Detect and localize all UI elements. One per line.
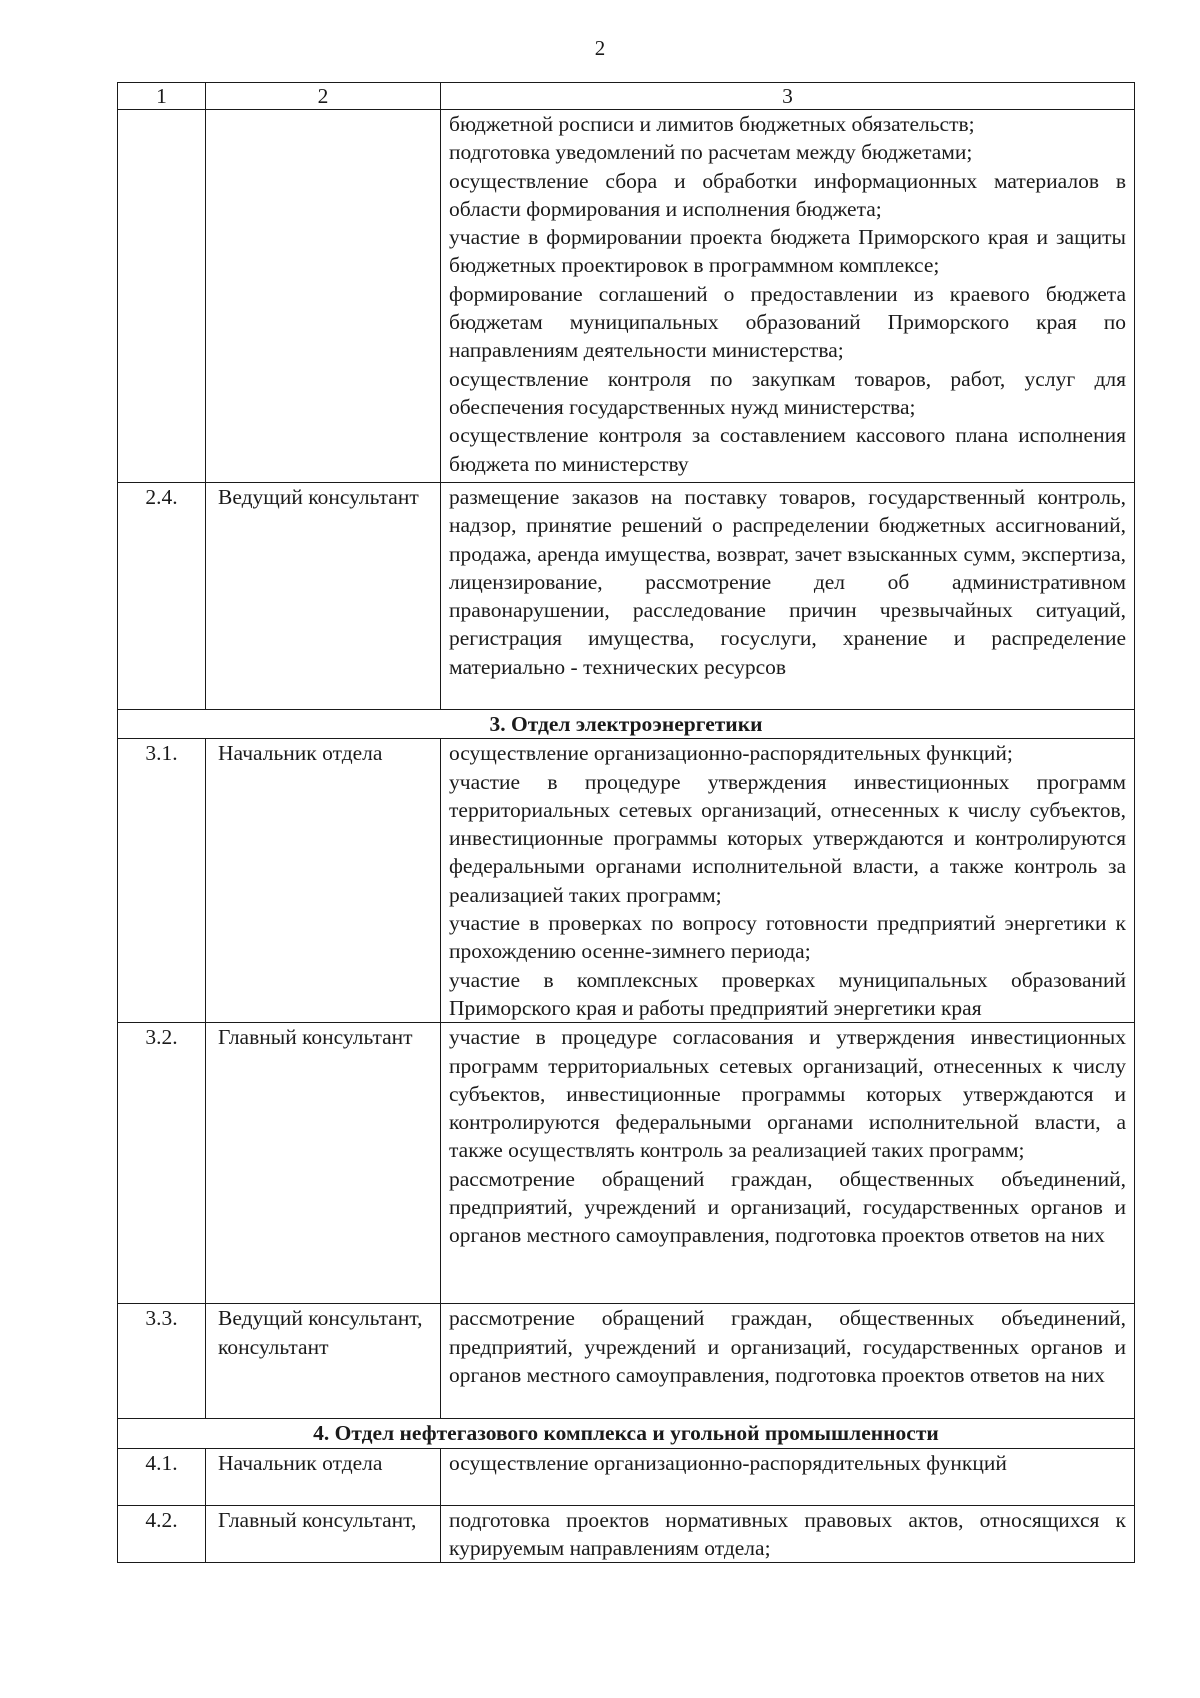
duty-text: участие в процедуре согласования и утверждения инвестиционных программ территориальных сетевых организаций, отнесенных к числу субъектов, инвестиционные программы которых утверждаются и контролируются федеральными органами исполнительной власти, а также осуществлять контроль за реализацией таких программ; xyxy=(449,1025,1126,1163)
section-title: 3. Отдел электроэнергетики xyxy=(118,710,1135,739)
duty-text: осуществление организационно-распорядительных функций xyxy=(449,1450,1007,1475)
duties-cell xyxy=(441,1023,1135,1304)
row-number: 3.3. xyxy=(118,1304,206,1419)
header-cell: 2 xyxy=(206,83,441,110)
table-row xyxy=(118,1448,1135,1505)
table-row xyxy=(118,1505,1135,1563)
duty-text: подготовка уведомлений по расчетам между бюджетами; xyxy=(449,140,973,165)
duty-text: осуществление сбора и обработки информационных материалов в области формирования и исполнения бюджета; xyxy=(449,168,1126,221)
duty-text: подготовка проектов нормативных правовых актов, относящихся к курируемым направлениям отдела; xyxy=(449,1507,1126,1560)
duty-text: участие в проверках по вопросу готовности предприятий энергетики к прохождению осенне-зимнего периода; xyxy=(449,911,1126,964)
duties-cell xyxy=(441,1505,1135,1563)
duty-text: осуществление контроля по закупкам товаров, работ, услуг для обеспечения государственных нужд министерства; xyxy=(449,366,1126,419)
position-cell: Начальник отдела xyxy=(206,1448,441,1505)
table-row xyxy=(118,483,1135,710)
duty-text: осуществление организационно-распорядительных функций; xyxy=(449,741,1013,766)
table-row xyxy=(118,110,1135,483)
table-row xyxy=(118,1304,1135,1419)
section-header-row xyxy=(118,1419,1135,1448)
row-number: 2.4. xyxy=(118,483,206,710)
row-number: 4.1. xyxy=(118,1448,206,1505)
row-number: 3.1. xyxy=(118,739,206,1023)
duties-cell xyxy=(441,1304,1135,1419)
duty-text: участие в процедуре утверждения инвестиционных программ территориальных сетевых организаций, отнесенных к числу субъектов, инвестиционные программы которых утверждаются и контролируются федеральными органами исполнительной власти, а также контроль за реализацией таких программ; xyxy=(449,769,1126,907)
duty-text: размещение заказов на поставку товаров, государственный контроль, надзор, принятие решений о распределении бюджетных ассигнований, продажа, аренда имущества, возврат, зачет взысканных сумм, экспертиза, лицензирование, рассмотрение дел об административном правонарушении, расследование причин чрезвычайных ситуаций, регистрация имущества, госуслуги, хранение и распределение материально - технических ресурсов xyxy=(449,485,1126,679)
duty-text: формирование соглашений о предоставлении из краевого бюджета бюджетам муниципальных образований Приморского края по направлениям деятельности министерства; xyxy=(449,281,1126,363)
duty-text: участие в формировании проекта бюджета Приморского края и защиты бюджетных проектировок в программном комплексе; xyxy=(449,225,1126,278)
duties-cell xyxy=(441,1448,1135,1505)
header-cell: 3 xyxy=(441,83,1135,110)
duties-table xyxy=(117,82,1135,1563)
position-cell: Ведущий консультант, консультант xyxy=(206,1304,441,1419)
row-number: 3.2. xyxy=(118,1023,206,1304)
row-number: 4.2. xyxy=(118,1505,206,1563)
row-number xyxy=(118,110,206,483)
section-header-row xyxy=(118,710,1135,739)
table-row xyxy=(118,1023,1135,1304)
duty-text: рассмотрение обращений граждан, общественных объединений, предприятий, учреждений и организаций, государственных органов и органов местного самоуправления, подготовка проектов ответов на них xyxy=(449,1306,1126,1387)
position-cell: Главный консультант xyxy=(206,1023,441,1304)
duty-text: участие в комплексных проверках муниципальных образований Приморского края и работы предприятий энергетики края xyxy=(449,967,1126,1020)
section-title: 4. Отдел нефтегазового комплекса и угольной промышленности xyxy=(118,1419,1135,1448)
position-cell: Начальник отдела xyxy=(206,739,441,1023)
page-number: 2 xyxy=(594,36,606,60)
duty-text: бюджетной росписи и лимитов бюджетных обязательств; xyxy=(449,112,975,136)
header-cell: 1 xyxy=(118,83,206,110)
duties-cell xyxy=(441,739,1135,1023)
duty-text: рассмотрение обращений граждан, общественных объединений, предприятий, учреждений и организаций, государственных органов и органов местного самоуправления, подготовка проектов ответов на них xyxy=(449,1166,1126,1248)
duty-text: осуществление контроля за составлением кассового плана исполнения бюджета по министерству xyxy=(449,423,1126,476)
position-cell: Главный консультант, xyxy=(206,1505,441,1563)
position-cell xyxy=(206,110,441,483)
position-cell: Ведущий консультант xyxy=(206,483,441,710)
table-row xyxy=(118,739,1135,1023)
table-header-row xyxy=(118,83,1135,110)
duties-cell xyxy=(441,483,1135,710)
duties-cell xyxy=(441,110,1135,483)
